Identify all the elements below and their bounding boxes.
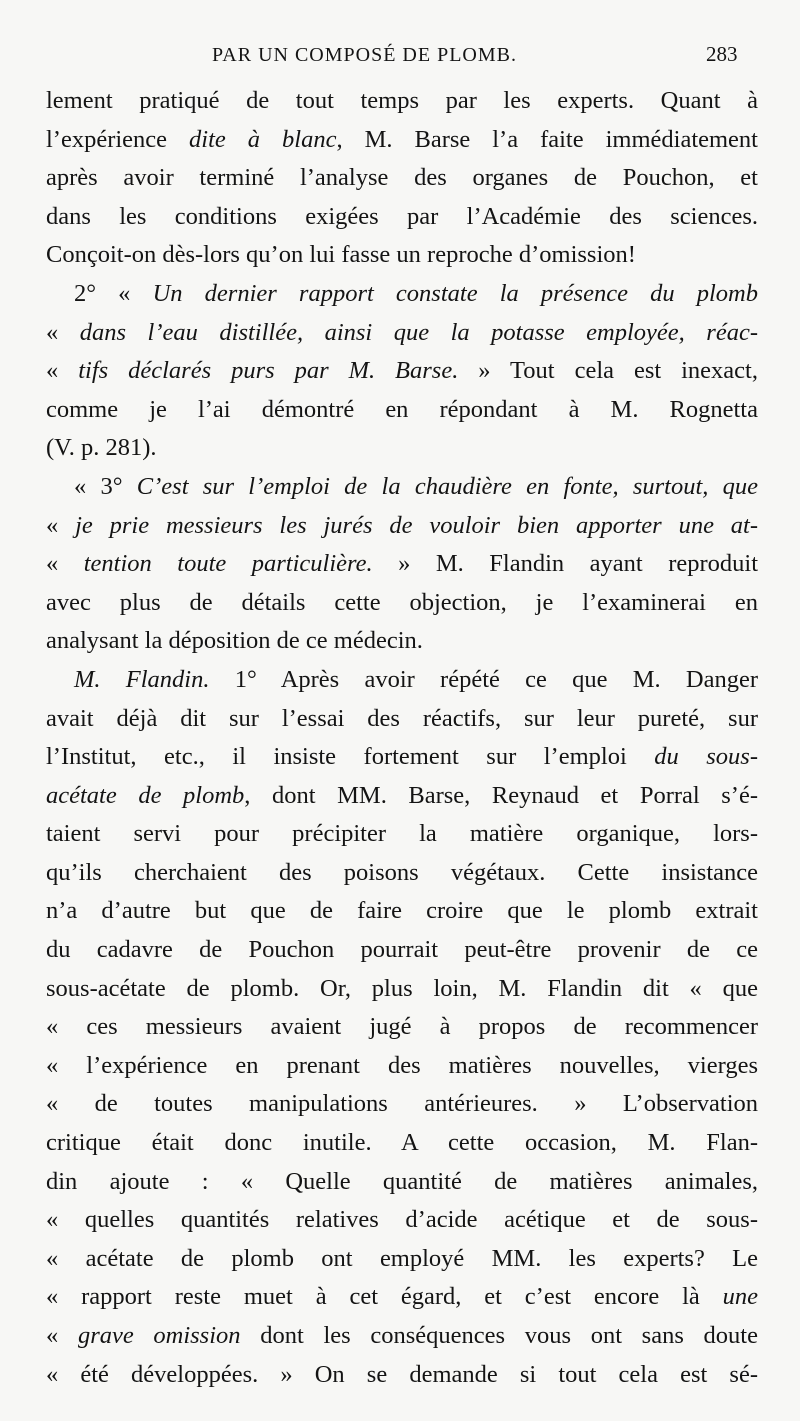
- text-run: après avoir terminé l’analyse des organes de Pouchon, et: [46, 164, 758, 192]
- text-run: «: [46, 550, 84, 578]
- text-run: Conçoit-on dès-lors qu’on lui fasse un reproche d’omission!: [46, 241, 636, 269]
- text-run: dont les conséquences vous ont sans doute: [240, 1322, 758, 1349]
- text-run: din ajoute : « Quelle quantité de matières animales,: [46, 1167, 758, 1195]
- italic-text: grave omission: [77, 1322, 241, 1349]
- text-line: [46, 391, 758, 430]
- text-run: l’Institut, etc., il insiste fortement sur l’emploi: [46, 743, 655, 771]
- italic-text: Un dernier rapport constate la présence du plomb: [152, 279, 758, 307]
- text-run: n’a d’autre but que de faire croire que le plomb extrait: [46, 897, 758, 925]
- text-run: « l’expérience en prenant des matières nouvelles, vierges: [46, 1051, 758, 1079]
- text-run: « quelles quantités relatives d’acide acétique et de sous-: [46, 1206, 758, 1234]
- text-line: [46, 777, 758, 816]
- italic-text: dans l’eau distillée, ainsi que la potasse employée, réac-: [79, 318, 759, 346]
- text-line: [46, 1278, 758, 1317]
- text-line: [46, 854, 758, 893]
- text-line: [46, 159, 758, 198]
- text-run: taient servi pour précipiter la matière organique, lors-: [46, 820, 758, 848]
- italic-text: je prie messieurs les jurés de vouloir bien apporter une at-: [75, 511, 759, 539]
- text-line: [46, 429, 758, 468]
- italic-text: acétate de plomb: [46, 781, 245, 809]
- text-line: [46, 661, 758, 700]
- text-line: [46, 352, 758, 391]
- text-run: » M. Flandin ayant reproduit: [372, 550, 759, 578]
- text-line: [46, 970, 758, 1009]
- text-run: « été développées. » On se demande si tout cela est sé-: [46, 1360, 758, 1388]
- text-line: [46, 1047, 758, 1086]
- text-line: [46, 1240, 758, 1279]
- text-run: (V. p. 281).: [46, 434, 157, 462]
- text-run: avait déjà dit sur l’essai des réactifs, sur leur pureté, sur: [46, 704, 758, 732]
- text-line: [46, 1163, 758, 1202]
- text-line: [46, 507, 758, 546]
- text-run: «: [46, 511, 76, 539]
- text-run: l’expérience: [46, 125, 190, 153]
- running-head: [0, 38, 800, 68]
- text-line: [46, 121, 758, 160]
- text-line: [46, 815, 758, 854]
- text-run: dans les conditions exigées par l’Académie des sciences.: [46, 202, 758, 230]
- text-line: [46, 198, 758, 237]
- text-run: » Tout cela est inexact,: [458, 357, 758, 385]
- text-run: «: [46, 1322, 78, 1349]
- text-run: « rapport reste muet à cet égard, et c’est encore là: [46, 1283, 723, 1311]
- text-line: [46, 1008, 758, 1047]
- text-run: «: [46, 318, 80, 346]
- text-line: [46, 1124, 758, 1163]
- italic-text: tention toute particulière.: [83, 550, 373, 578]
- text-line: [46, 931, 758, 970]
- text-line: [46, 622, 758, 661]
- italic-text: C’est sur l’emploi de la chaudière en fonte, surtout, que: [136, 472, 758, 500]
- text-run: 2° «: [74, 279, 153, 307]
- text-run: , dont MM. Barse, Reynaud et Porral s’é-: [244, 781, 758, 809]
- text-run: « ces messieurs avaient jugé à propos de recommencer: [46, 1013, 758, 1041]
- text-run: « acétate de plomb ont employé MM. les experts? Le: [46, 1244, 758, 1272]
- text-line: [46, 892, 758, 931]
- running-title: PAR UN COMPOSÉ DE PLOMB.: [212, 44, 517, 66]
- italic-text: tifs déclarés purs par M. Barse.: [78, 357, 459, 385]
- text-run: « de toutes manipulations antérieures. » L’observation: [46, 1090, 758, 1118]
- text-run: « 3°: [74, 472, 137, 500]
- text-run: du cadavre de Pouchon pourrait peut-être provenir de ce: [46, 936, 758, 964]
- text-run: analysant la déposition de ce médecin.: [46, 627, 423, 655]
- body-text: [46, 82, 758, 1394]
- text-run: sous-acétate de plomb. Or, plus loin, M. Flandin dit « que: [46, 974, 758, 1002]
- text-line: [46, 275, 758, 314]
- text-line: [46, 700, 758, 739]
- page-number: 283: [706, 42, 738, 66]
- italic-text: M. Flandin.: [74, 665, 210, 693]
- text-line: [46, 82, 758, 121]
- text-run: qu’ils cherchaient des poisons végétaux. Cette insistance: [46, 858, 758, 886]
- text-line: [46, 1356, 758, 1395]
- italic-text: une: [722, 1283, 758, 1311]
- text-line: [46, 545, 758, 584]
- italic-text: du sous-: [654, 743, 758, 771]
- text-line: [46, 236, 758, 275]
- text-run: avec plus de détails cette objection, je l’examinerai en: [46, 588, 758, 616]
- text-line: [46, 738, 758, 777]
- text-line: [46, 1201, 758, 1240]
- text-line: [46, 314, 758, 353]
- text-line: [46, 468, 758, 507]
- text-run: 1° Après avoir répété ce que M. Danger: [209, 665, 758, 693]
- text-run: comme je l’ai démontré en répondant à M. Rognetta: [46, 395, 758, 423]
- text-run: «: [46, 357, 79, 385]
- text-line: [46, 1317, 758, 1356]
- text-line: [46, 584, 758, 623]
- italic-text: dite à blanc: [189, 125, 337, 153]
- text-run: , M. Barse l’a faite immédiatement: [336, 125, 758, 153]
- text-line: [46, 1085, 758, 1124]
- text-run: lement pratiqué de tout temps par les experts. Quant à: [46, 87, 758, 114]
- text-run: critique était donc inutile. A cette occasion, M. Flan-: [46, 1129, 758, 1157]
